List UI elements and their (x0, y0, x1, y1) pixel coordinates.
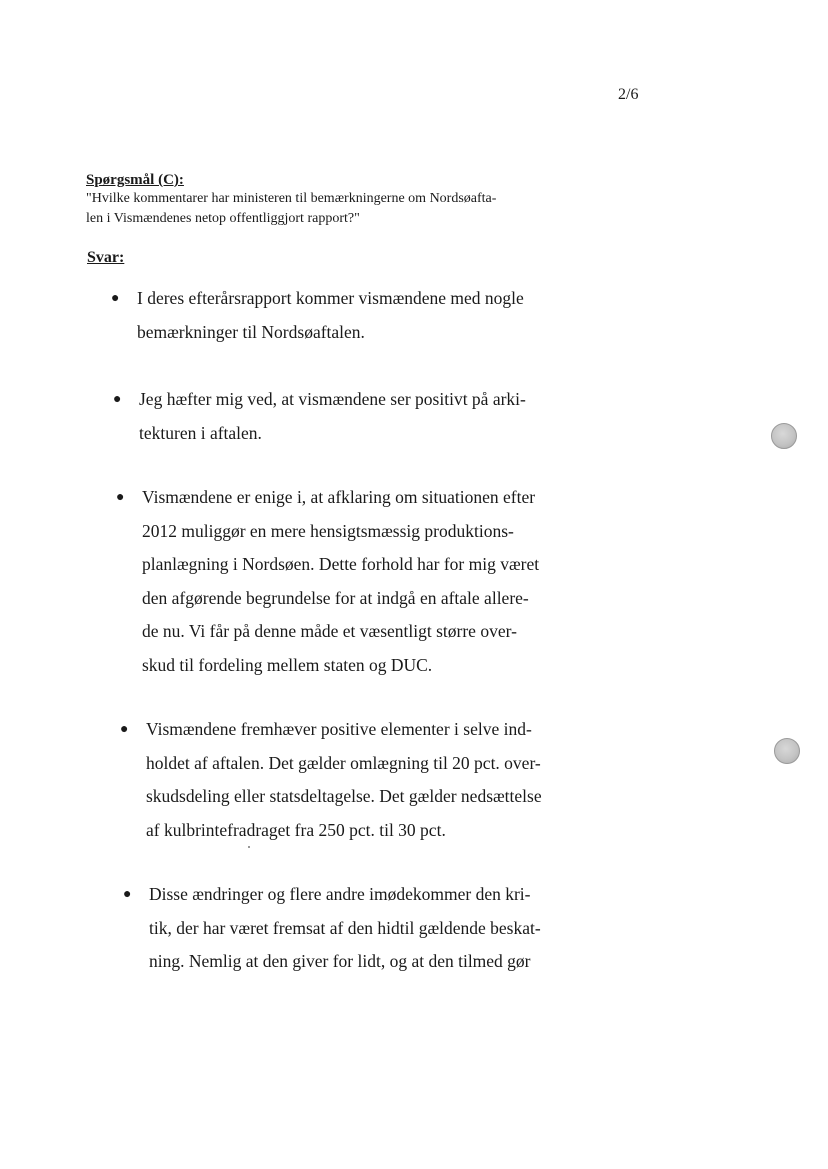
bullet-text: Jeg hæfter mig ved, at vismændene ser positivt på arki- tekturen i aftalen. (139, 389, 526, 443)
answer-bullet-2 (113, 383, 526, 450)
bullet-icon: ● (123, 887, 132, 902)
bullet-text: Disse ændringer og flere andre imødekommer den kri- tik, der har været fremsat af den hidtil gældende beskat- ning. Nemlig at den giver for lidt, og at den tilmed gør (149, 884, 541, 971)
answer-bullet-4 (120, 713, 542, 847)
answer-bullet-3 (116, 481, 540, 682)
bullet-text: Vismændene er enige i, at afklaring om situationen efter 2012 muliggør en mere hensigtsmæssig produktions- planlægning i Nordsøen. Dette forhold har for mig været den afgørende begrundelse for at indgå en aftale allere- de nu. Vi får på denne måde et væsentligt større over- skud til fordeling mellem staten og DUC. (142, 487, 540, 675)
bullet-icon: ● (113, 392, 122, 407)
answer-bullet-1 (111, 282, 524, 349)
question-heading: Spørgsmål (C): (86, 172, 184, 188)
punch-hole-icon (771, 423, 797, 449)
bullet-icon: ● (116, 490, 125, 505)
question-text: "Hvilke kommentarer har ministeren til bemærkningerne om Nordsøafta- len i Vismændenes netop offentliggjort rapport?" (86, 191, 497, 226)
bullet-icon: ● (111, 291, 120, 306)
page-number: 2/6 (618, 86, 639, 103)
bullet-icon: ● (120, 722, 129, 737)
punch-hole-icon (774, 738, 800, 764)
answer-heading: Svar: (87, 249, 125, 266)
answer-bullet-5 (123, 878, 541, 979)
bullet-text: I deres efterårsrapport kommer vismændene med nogle bemærkninger til Nordsøaftalen. (137, 288, 524, 342)
scan-speck (248, 846, 250, 848)
bullet-text: Vismændene fremhæver positive elementer i selve ind- holdet af aftalen. Det gælder omlægning til 20 pct. over- skudsdeling eller statsdeltagelse. Det gælder nedsættelse af kulbrintefradraget fra 250 pct. til 30 pct. (146, 719, 542, 840)
